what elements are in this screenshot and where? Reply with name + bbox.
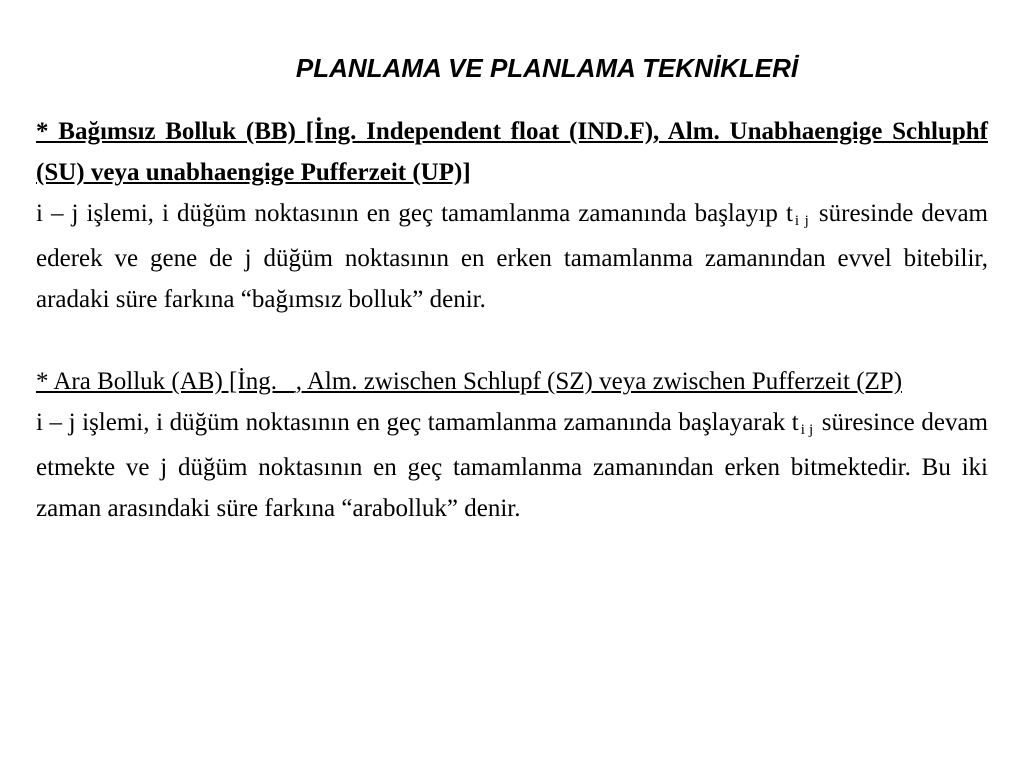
- intermediate-float-subscript: i j: [800, 422, 814, 438]
- intermediate-float-text-end: süresince devam etmekte ve j düğüm noktasının en geç tamamlanma zamanından erken bitmektedir. Bu iki zaman arasındaki süre farkına “arabolluk” denir.: [36, 409, 988, 522]
- intermediate-float-text-start: i – j işlemi, i düğüm noktasının en geç tamamlanma zamanında başlayarak t: [36, 409, 799, 436]
- independent-float-text-start: i – j işlemi, i düğüm noktasının en geç tamamlanma zamanında başlayıp t: [36, 200, 793, 227]
- independent-float-heading: * Bağımsız Bolluk (BB) [İng. Independent float (IND.F), Alm. Unabhaengige Schluphf (SU) veya unabhaengige Pufferzeit (UP)]: [36, 118, 988, 186]
- independent-float-text-end: süresinde devam ederek ve gene de j düğüm noktasının en erken tamamlanma zamanından evvel bitebilir, aradaki süre farkına “bağımsız bolluk” denir.: [36, 200, 989, 313]
- slide-title: PLANLAMA VE PLANLAMA TEKNİKLERİ: [295, 53, 799, 83]
- intermediate-float-paragraph: [36, 361, 988, 529]
- independent-float-subscript: i j: [794, 213, 809, 229]
- slide-content: [36, 111, 988, 529]
- independent-float-paragraph: [36, 111, 988, 320]
- intermediate-float-heading: * Ara Bolluk (AB) [İng. _, Alm. zwischen Schlupf (SZ) veya zwischen Pufferzeit (ZP): [36, 368, 903, 395]
- paragraph-spacer: [36, 320, 988, 361]
